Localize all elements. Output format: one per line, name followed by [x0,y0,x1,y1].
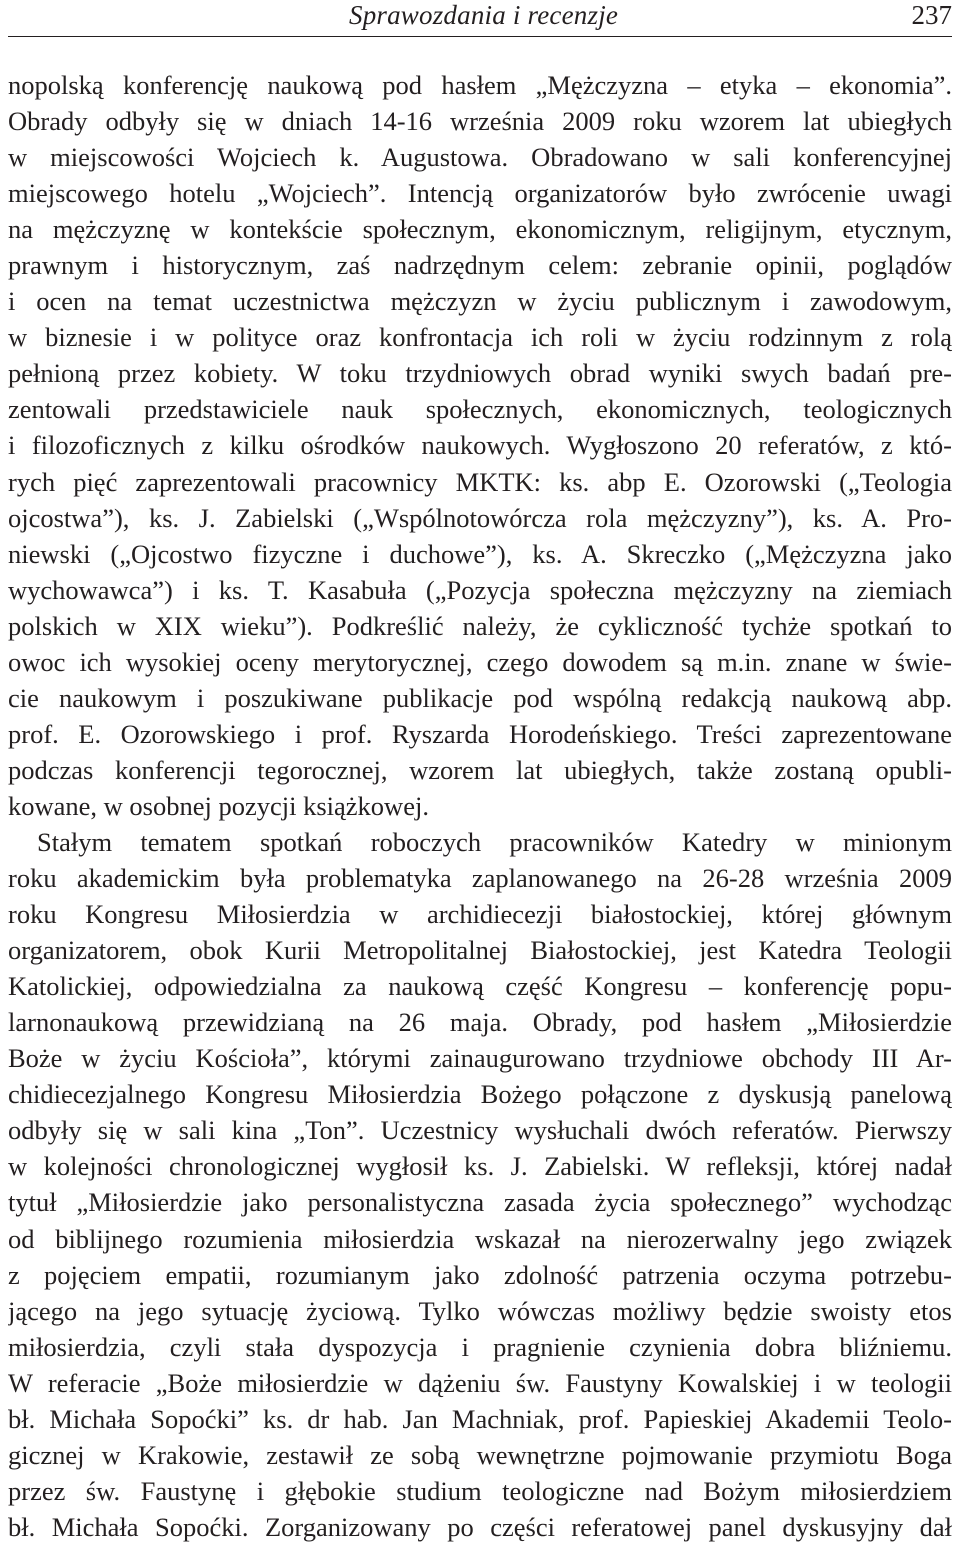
text-line: Obrady odbyły się w dniach 14-16 września 2009 roku wzorem lat ubiegłych [8,106,952,137]
paragraph-first-line: Stałym tematem spotkań roboczych pracowników Katedry w minionym [37,826,952,857]
page-number: 237 [911,0,952,30]
text-line: roku Kongresu Miłosierdzia w archidiecezji białostockiej, której głównym [8,899,952,930]
text-line: W referacie „Boże miłosierdzie w dążeniu św. Faustyny Kowalskiej i w teologii [8,1367,952,1398]
text-line: bł. Michała Sopoćki. Zorganizowany po części referatowej panel dyskusyjny dał [8,1511,952,1542]
text-line: od biblijnego rozumienia miłosierdzia wskazał na nierozerwalny jego związek [8,1223,952,1254]
text-line: pełnioną przez kobiety. W toku trzydniowych obrad wyniki swych badań pre- [8,358,952,389]
text-line: larnonaukową przewidzianą na 26 maja. Obrady, pod hasłem „Miłosierdzie [8,1007,952,1038]
text-line: ojcostwa”), ks. J. Zabielski („Wspólnotowórcza rola mężczyzny”), ks. A. Pro- [8,502,952,533]
text-line: i filozoficznych z kilku ośrodków naukowych. Wygłoszono 20 referatów, z któ- [8,430,952,461]
text-line: miejscowego hotelu „Wojciech”. Intencją organizatorów było zwrócenie uwagi [8,178,952,209]
text-line: i ocen na temat uczestnictwa mężczyzn w życiu publicznym i zawodowym, [8,286,952,317]
text-line: Boże w życiu Kościoła”, którymi zainaugurowano trzydniowe obchody III Ar- [8,1043,952,1074]
text-line: niewski („Ojcostwo fizyczne i duchowe”), ks. A. Skreczko („Mężczyzna jako [8,538,952,569]
text-line: w miejscowości Wojciech k. Augustowa. Obradowano w sali konferencyjnej [8,142,952,173]
text-line: na mężczyznę w kontekście społecznym, ekonomicznym, religijnym, etycznym, [8,214,952,245]
text-line: w biznesie i w polityce oraz konfrontacja ich roli w życiu rodzinnym z rolą [8,322,952,353]
running-title: Sprawozdania i recenzje [349,0,619,30]
text-line: owoc ich wysokiej oceny merytorycznej, czego dowodem są m.in. znane w świe- [8,646,952,677]
text-line: Katolickiej, odpowiedzialna za naukową część Kongresu – konferencję popu- [8,971,952,1002]
text-line: wychowawca”) i ks. T. Kasabuła („Pozycja społeczna mężczyzny na ziemiach [8,574,952,605]
text-line: w kolejności chronologicznej wygłosił ks. J. Zabielski. W refleksji, której nadał [8,1151,952,1182]
text-line: jącego na jego sytuację życiową. Tylko wówczas możliwy będzie swoisty etos [8,1295,952,1326]
text-line: prawnym i historycznym, zaś nadrzędnym celem: zebranie opinii, poglądów [8,250,952,281]
text-line: nopolską konferencję naukową pod hasłem „Mężczyzna – etyka – ekonomia”. [8,70,952,100]
text-line: z pojęciem empatii, rozumianym jako zdolność patrzenia oczyma potrzebu- [8,1259,952,1290]
text-line: cie naukowym i poszukiwane publikacje pod wspólną redakcją naukową abp. [8,682,952,713]
text-line: miłosierdzia, czyli stała dyspozycja i pragnienie czynienia dobra bliźniemu. [8,1331,952,1362]
text-line: bł. Michała Sopoćki” ks. dr hab. Jan Machniak, prof. Papieskiej Akademii Teolo- [8,1403,952,1434]
text-line: organizatorem, obok Kurii Metropolitalnej Białostockiej, jest Katedra Teologii [8,935,952,966]
text-line: polskich w XIX wieku”). Podkreślić należy, że cykliczność tychże spotkań to [8,610,952,641]
body-text [8,67,952,1545]
text-line: odbyły się w sali kina „Ton”. Uczestnicy wysłuchali dwóch referatów. Pierwszy [8,1115,952,1146]
page-header [8,0,952,37]
text-line: prof. E. Ozorowskiego i prof. Ryszarda Horodeńskiego. Treści zaprezentowane [8,718,952,749]
text-line: podczas konferencji tegorocznej, wzorem lat ubiegłych, także zostaną opubli- [8,754,952,785]
paragraph-last-line: kowane, w osobnej pozycji książkowej. [8,790,429,821]
text-line: gicznej w Krakowie, zestawił ze sobą wewnętrzne pojmowanie przymiotu Boga [8,1439,952,1470]
text-line: chidiecezjalnego Kongresu Miłosierdzia Bożego połączone z dyskusją panelową [8,1079,952,1110]
text-line: zentowali przedstawiciele nauk społecznych, ekonomicznych, teologicznych [8,394,952,425]
text-line: tytuł „Miłosierdzie jako personalistyczna zasada życia społecznego” wychodząc [8,1187,952,1218]
text-line: przez św. Faustynę i głębokie studium teologiczne nad Bożym miłosierdziem [8,1475,952,1506]
text-line: roku akademickim była problematyka zaplanowanego na 26-28 września 2009 [8,863,952,894]
text-line: rych pięć zaprezentowali pracownicy MKTK: ks. abp E. Ozorowski („Teologia [8,466,952,497]
